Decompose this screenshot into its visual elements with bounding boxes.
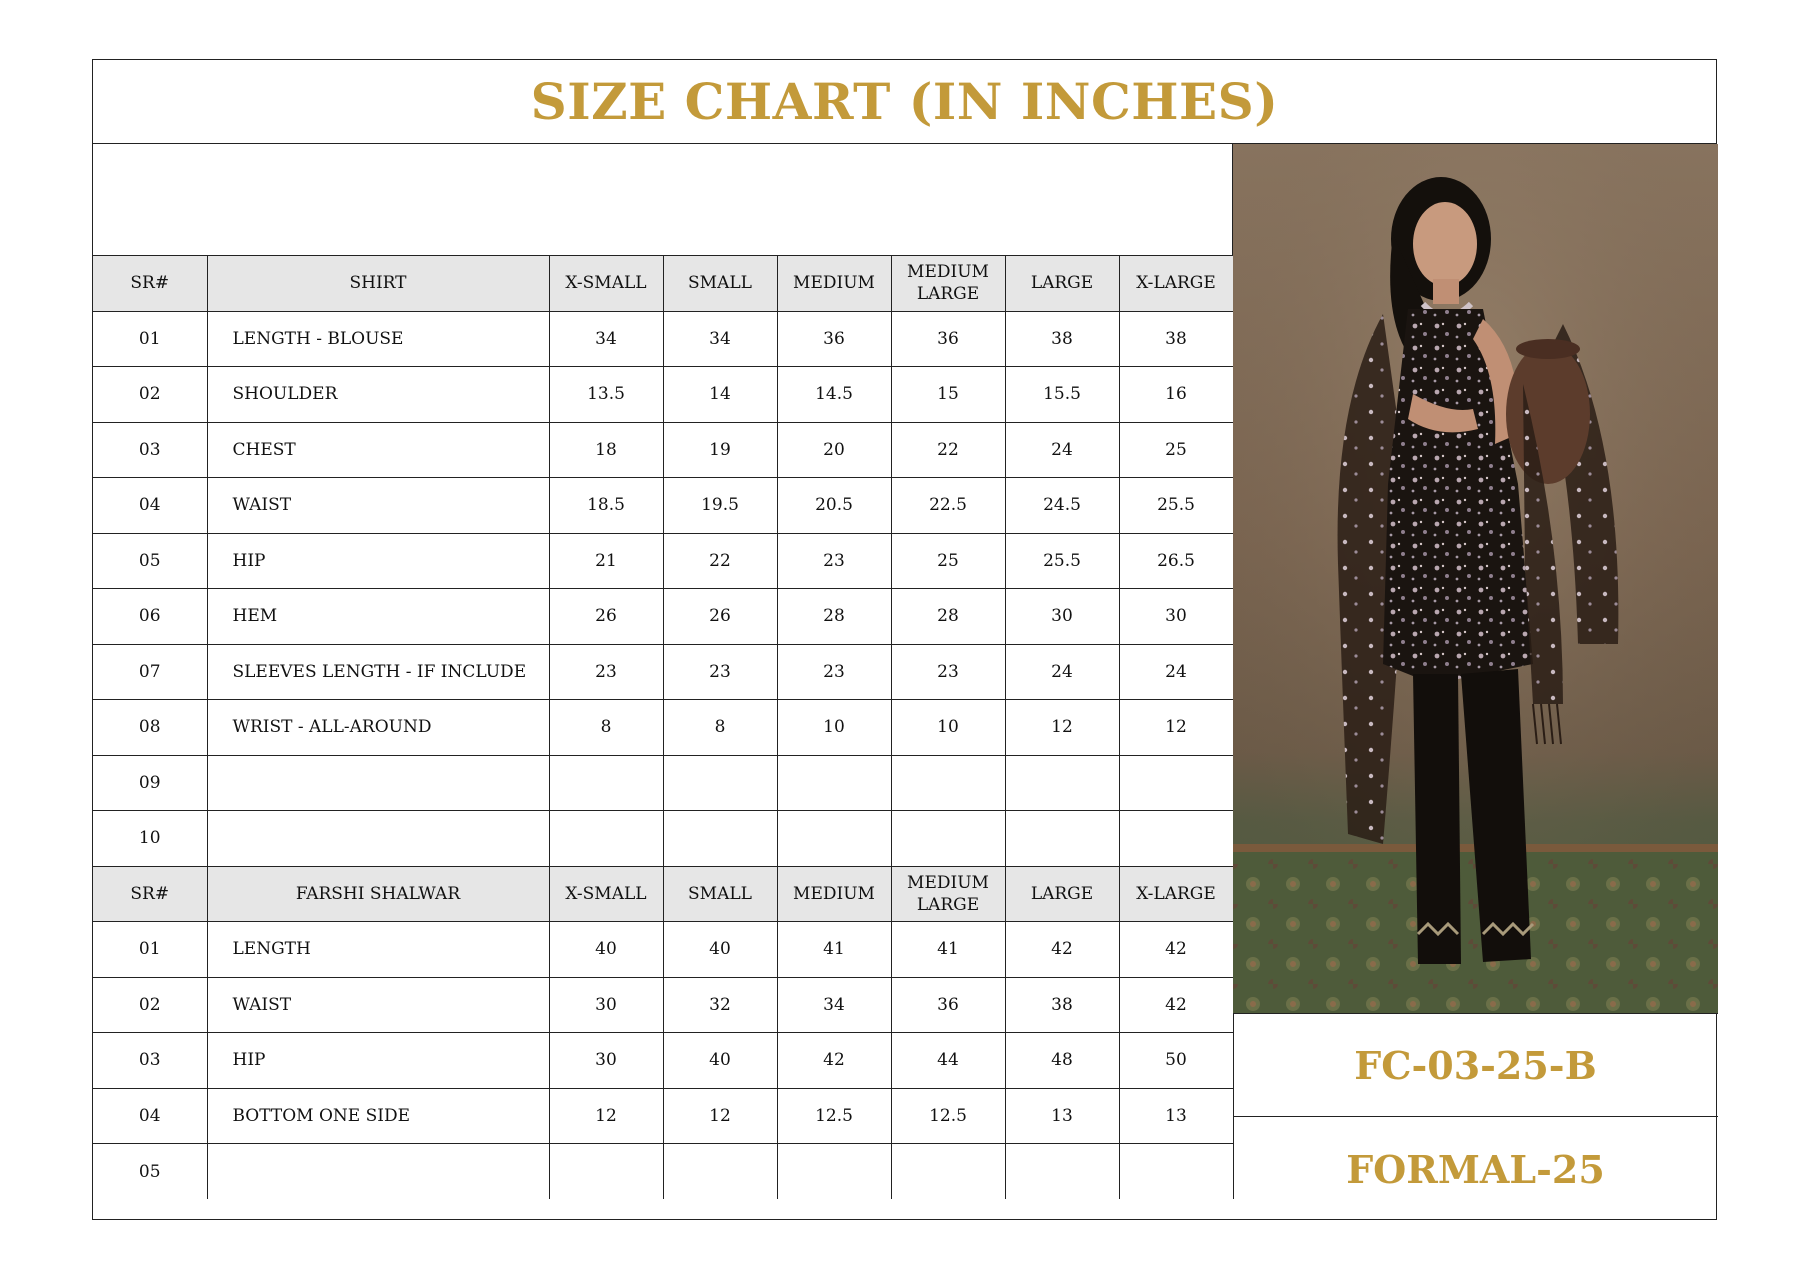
table-row (93, 1144, 1233, 1200)
sr-cell: 02 (93, 977, 207, 1033)
value-cell (1005, 811, 1119, 867)
measure-label-cell: SHOULDER (207, 367, 549, 423)
value-cell: 22 (891, 422, 1005, 478)
value-cell: 25 (891, 533, 1005, 589)
value-cell: 23 (777, 644, 891, 700)
header-cell: MEDIUM LARGE (891, 256, 1005, 312)
header-cell: SHIRT (207, 256, 549, 312)
product-code-box (1233, 1014, 1718, 1117)
value-cell: 13.5 (549, 367, 663, 423)
sr-cell: 05 (93, 533, 207, 589)
sr-cell: 04 (93, 1088, 207, 1144)
measure-label-cell (207, 1144, 549, 1200)
value-cell: 19.5 (663, 478, 777, 534)
value-cell (1119, 811, 1233, 867)
table-row (93, 367, 1233, 423)
table-row (93, 977, 1233, 1033)
value-cell (1119, 755, 1233, 811)
header-cell: SMALL (663, 866, 777, 922)
value-cell (663, 811, 777, 867)
header-cell: SMALL (663, 256, 777, 312)
sr-cell: 09 (93, 755, 207, 811)
table-row (93, 811, 1233, 867)
value-cell (663, 755, 777, 811)
table-row (93, 533, 1233, 589)
value-cell: 23 (663, 644, 777, 700)
value-cell (1005, 1144, 1119, 1200)
value-cell: 12 (663, 1088, 777, 1144)
measure-label-cell: LENGTH (207, 922, 549, 978)
value-cell: 36 (891, 311, 1005, 367)
page-title: SIZE CHART (IN INCHES) (530, 72, 1279, 131)
value-cell: 25.5 (1005, 533, 1119, 589)
value-cell: 36 (891, 977, 1005, 1033)
sr-cell: 02 (93, 367, 207, 423)
header-cell: FARSHI SHALWAR (207, 866, 549, 922)
sr-cell: 06 (93, 589, 207, 645)
model-photo (1233, 144, 1718, 1014)
value-cell: 16 (1119, 367, 1233, 423)
measure-label-cell: WRIST - ALL-AROUND (207, 700, 549, 756)
sr-cell: 04 (93, 478, 207, 534)
value-cell: 24.5 (1005, 478, 1119, 534)
table-row (93, 478, 1233, 534)
value-cell: 41 (891, 922, 1005, 978)
value-cell: 14.5 (777, 367, 891, 423)
value-cell: 38 (1005, 977, 1119, 1033)
sr-cell: 03 (93, 1033, 207, 1089)
measure-label-cell: WAIST (207, 478, 549, 534)
table-row (93, 422, 1233, 478)
measure-label-cell: HIP (207, 1033, 549, 1089)
value-cell: 23 (777, 533, 891, 589)
title-row (93, 60, 1716, 144)
value-cell: 28 (891, 589, 1005, 645)
model-illustration (1233, 144, 1718, 1014)
sr-cell: 01 (93, 922, 207, 978)
value-cell: 30 (1005, 589, 1119, 645)
value-cell: 10 (777, 700, 891, 756)
collection-name: FORMAL-25 (1346, 1146, 1605, 1192)
measure-label-cell (207, 811, 549, 867)
value-cell: 8 (663, 700, 777, 756)
sr-cell: 05 (93, 1144, 207, 1200)
header-cell: X-SMALL (549, 866, 663, 922)
table-row (93, 922, 1233, 978)
product-code: FC-03-25-B (1354, 1042, 1597, 1088)
header-cell: MEDIUM (777, 866, 891, 922)
value-cell: 32 (663, 977, 777, 1033)
value-cell: 18.5 (549, 478, 663, 534)
size-table (93, 255, 1234, 1199)
value-cell: 12 (549, 1088, 663, 1144)
value-cell: 23 (891, 644, 1005, 700)
value-cell: 8 (549, 700, 663, 756)
value-cell: 12.5 (777, 1088, 891, 1144)
table-row (93, 589, 1233, 645)
value-cell: 40 (663, 1033, 777, 1089)
value-cell: 19 (663, 422, 777, 478)
table-row (93, 311, 1233, 367)
value-cell: 12 (1119, 700, 1233, 756)
value-cell: 38 (1119, 311, 1233, 367)
measure-label-cell: HIP (207, 533, 549, 589)
collection-box (1233, 1117, 1718, 1221)
value-cell (891, 1144, 1005, 1200)
header-cell: SR# (93, 256, 207, 312)
value-cell (891, 811, 1005, 867)
value-cell: 42 (1119, 922, 1233, 978)
blank-area (93, 144, 1233, 255)
value-cell: 13 (1005, 1088, 1119, 1144)
header-cell: X-SMALL (549, 256, 663, 312)
value-cell: 34 (777, 977, 891, 1033)
value-cell: 30 (1119, 589, 1233, 645)
value-cell (777, 1144, 891, 1200)
value-cell: 14 (663, 367, 777, 423)
header-cell: X-LARGE (1119, 256, 1233, 312)
size-chart-frame (92, 59, 1717, 1220)
value-cell: 26 (663, 589, 777, 645)
value-cell: 15 (891, 367, 1005, 423)
value-cell: 20 (777, 422, 891, 478)
value-cell: 26 (549, 589, 663, 645)
value-cell (777, 811, 891, 867)
header-cell: MEDIUM (777, 256, 891, 312)
value-cell: 22 (663, 533, 777, 589)
value-cell: 15.5 (1005, 367, 1119, 423)
value-cell: 25 (1119, 422, 1233, 478)
value-cell: 40 (663, 922, 777, 978)
sr-cell: 01 (93, 311, 207, 367)
value-cell (663, 1144, 777, 1200)
value-cell: 36 (777, 311, 891, 367)
header-cell: LARGE (1005, 866, 1119, 922)
value-cell: 22.5 (891, 478, 1005, 534)
table-row (93, 1088, 1233, 1144)
value-cell: 10 (891, 700, 1005, 756)
table-header-row (93, 866, 1233, 922)
value-cell: 23 (549, 644, 663, 700)
measure-label-cell: CHEST (207, 422, 549, 478)
value-cell (891, 755, 1005, 811)
value-cell (1119, 1144, 1233, 1200)
value-cell: 13 (1119, 1088, 1233, 1144)
value-cell: 28 (777, 589, 891, 645)
table-row (93, 700, 1233, 756)
value-cell: 34 (663, 311, 777, 367)
value-cell: 30 (549, 977, 663, 1033)
value-cell: 40 (549, 922, 663, 978)
header-cell: SR# (93, 866, 207, 922)
sr-cell: 08 (93, 700, 207, 756)
value-cell (549, 755, 663, 811)
value-cell: 18 (549, 422, 663, 478)
value-cell: 25.5 (1119, 478, 1233, 534)
table-row (93, 755, 1233, 811)
table-row (93, 644, 1233, 700)
value-cell: 24 (1119, 644, 1233, 700)
value-cell (777, 755, 891, 811)
measure-label-cell (207, 755, 549, 811)
value-cell: 44 (891, 1033, 1005, 1089)
value-cell: 12.5 (891, 1088, 1005, 1144)
header-cell: MEDIUM LARGE (891, 866, 1005, 922)
value-cell: 42 (1005, 922, 1119, 978)
value-cell: 24 (1005, 422, 1119, 478)
value-cell: 48 (1005, 1033, 1119, 1089)
measure-label-cell: SLEEVES LENGTH - IF INCLUDE (207, 644, 549, 700)
value-cell: 12 (1005, 700, 1119, 756)
value-cell (1005, 755, 1119, 811)
value-cell (549, 1144, 663, 1200)
value-cell: 30 (549, 1033, 663, 1089)
sr-cell: 07 (93, 644, 207, 700)
value-cell: 34 (549, 311, 663, 367)
measure-label-cell: BOTTOM ONE SIDE (207, 1088, 549, 1144)
value-cell: 42 (777, 1033, 891, 1089)
value-cell: 20.5 (777, 478, 891, 534)
table-header-row (93, 256, 1233, 312)
value-cell: 41 (777, 922, 891, 978)
value-cell: 50 (1119, 1033, 1233, 1089)
value-cell (549, 811, 663, 867)
header-cell: X-LARGE (1119, 866, 1233, 922)
table-row (93, 1033, 1233, 1089)
value-cell: 24 (1005, 644, 1119, 700)
value-cell: 38 (1005, 311, 1119, 367)
value-cell: 26.5 (1119, 533, 1233, 589)
measure-label-cell: LENGTH - BLOUSE (207, 311, 549, 367)
measure-label-cell: WAIST (207, 977, 549, 1033)
value-cell: 42 (1119, 977, 1233, 1033)
sr-cell: 03 (93, 422, 207, 478)
value-cell: 21 (549, 533, 663, 589)
header-cell: LARGE (1005, 256, 1119, 312)
measure-label-cell: HEM (207, 589, 549, 645)
sr-cell: 10 (93, 811, 207, 867)
